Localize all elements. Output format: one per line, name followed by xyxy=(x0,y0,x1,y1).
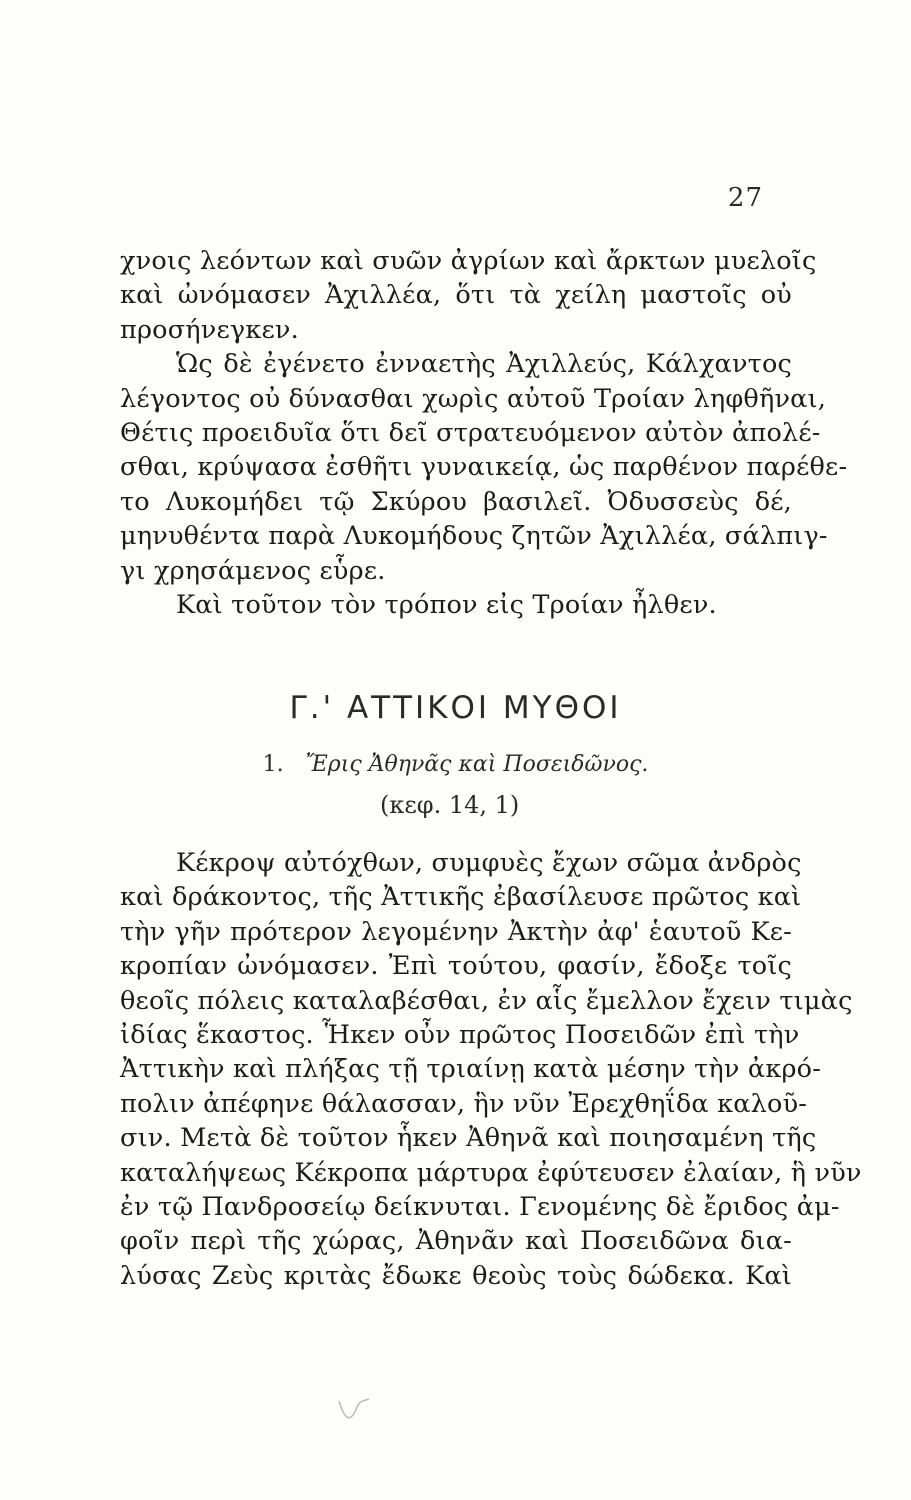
subsection-title: Ἔρις Ἀθηνᾶς καὶ Ποσειδῶνος. xyxy=(305,752,649,777)
text-line: ἰδίας ἕκαστος. Ἧκεν οὖν πρῶτος Ποσειδῶν ἐπὶ τὴν xyxy=(120,1019,800,1050)
text-line: Κέκροψ αὐτόχθων, συμφυὲς ἔχων σῶμα ἀνδρὸς xyxy=(176,848,802,878)
text-line: Θέτις προειδυῖα ὅτι δεῖ στρατευόμενον αὐτὸν ἀπολέ- xyxy=(120,417,821,448)
text-line: σιν. Μετὰ δὲ τοῦτον ἧκεν Ἀθηνᾶ καὶ ποιησαμένη τῆς xyxy=(120,1123,817,1154)
page-number: 27 xyxy=(727,183,763,213)
text-line: γι χρησάμενος εὗρε. xyxy=(120,555,386,586)
subsection-heading xyxy=(0,752,911,777)
text-line: σθαι, κρύψασα ἐσθῆτι γυναικείᾳ, ὡς παρθένον παρέθε- xyxy=(120,452,848,483)
text-line: Ἀττικὴν καὶ πλήξας τῇ τριαίνῃ κατὰ μέσην τὴν ἀκρό- xyxy=(120,1054,822,1085)
text-line: φοῖν περὶ τῆς χώρας, Ἀθηνᾶν καὶ Ποσειδῶνα δια- xyxy=(120,1226,792,1257)
text-line: τὴν γῆν πρότερον λεγομένην Ἀκτὴν ἀφ' ἑαυτοῦ Κε- xyxy=(120,916,792,947)
chapter-reference: (κεφ. 14, 1) xyxy=(380,791,520,819)
text-line: καὶ ὠνόμασεν Ἀχιλλέα, ὅτι τὰ χείλη μαστοῖς οὐ xyxy=(120,280,792,311)
text-line: Καὶ τοῦτον τὸν τρόπον εἰς Τροίαν ἦλθεν. xyxy=(176,589,717,620)
text-line: προσήνεγκεν. xyxy=(120,314,299,345)
ink-mark-icon xyxy=(335,1395,375,1425)
text-line: πολιν ἀπέφηνε θάλασσαν, ἣν νῦν Ἐρεχθηΐδα καλοῦ- xyxy=(120,1088,808,1119)
text-line: κροπίαν ὠνόμασεν. Ἐπὶ τούτου, φασίν, ἔδοξε τοῖς xyxy=(120,951,792,982)
section-heading: Γ.' ΑΤΤΙΚΟΙ ΜΥΘΟΙ xyxy=(289,690,622,726)
text-line: το Λυκομήδει τῷ Σκύρου βασιλεῖ. Ὀδυσσεὺς δέ, xyxy=(120,486,792,517)
text-line: καταλήψεως Κέκροπα μάρτυρα ἐφύτευσεν ἐλαίαν, ἣ νῦν xyxy=(120,1157,862,1188)
top-paragraphs xyxy=(120,244,848,622)
text-line: Ὡς δὲ ἐγένετο ἐνναετὴς Ἀχιλλεύς, Κάλχαντος xyxy=(176,349,792,380)
text-line: θεοῖς πόλεις καταλαβέσθαι, ἐν αἷς ἔμελλον ἔχειν τιμὰς xyxy=(120,985,853,1016)
text-line: λέγοντος οὐ δύνασθαι χωρὶς αὐτοῦ Τροίαν ληφθῆναι, xyxy=(120,383,827,414)
subsection-number: 1. xyxy=(262,752,284,777)
bottom-paragraph xyxy=(120,846,862,1293)
text-line: μηνυθέντα παρὰ Λυκομήδους ζητῶν Ἀχιλλέα, σάλπιγ- xyxy=(120,521,828,552)
text-line: καὶ δράκοντος, τῆς Ἀττικῆς ἐβασίλευσε πρῶτος καὶ xyxy=(120,882,802,913)
text-line: ἐν τῷ Πανδροσείῳ δείκνυται. Γενομένης δὲ ἔριδος ἀμ- xyxy=(120,1191,840,1222)
text-line: χνοις λεόντων καὶ συῶν ἀγρίων καὶ ἄρκτων μυελοῖς xyxy=(120,246,817,276)
text-line: λύσας Ζεὺς κριτὰς ἔδωκε θεοὺς τοὺς δώδεκα. Καὶ xyxy=(120,1260,792,1291)
